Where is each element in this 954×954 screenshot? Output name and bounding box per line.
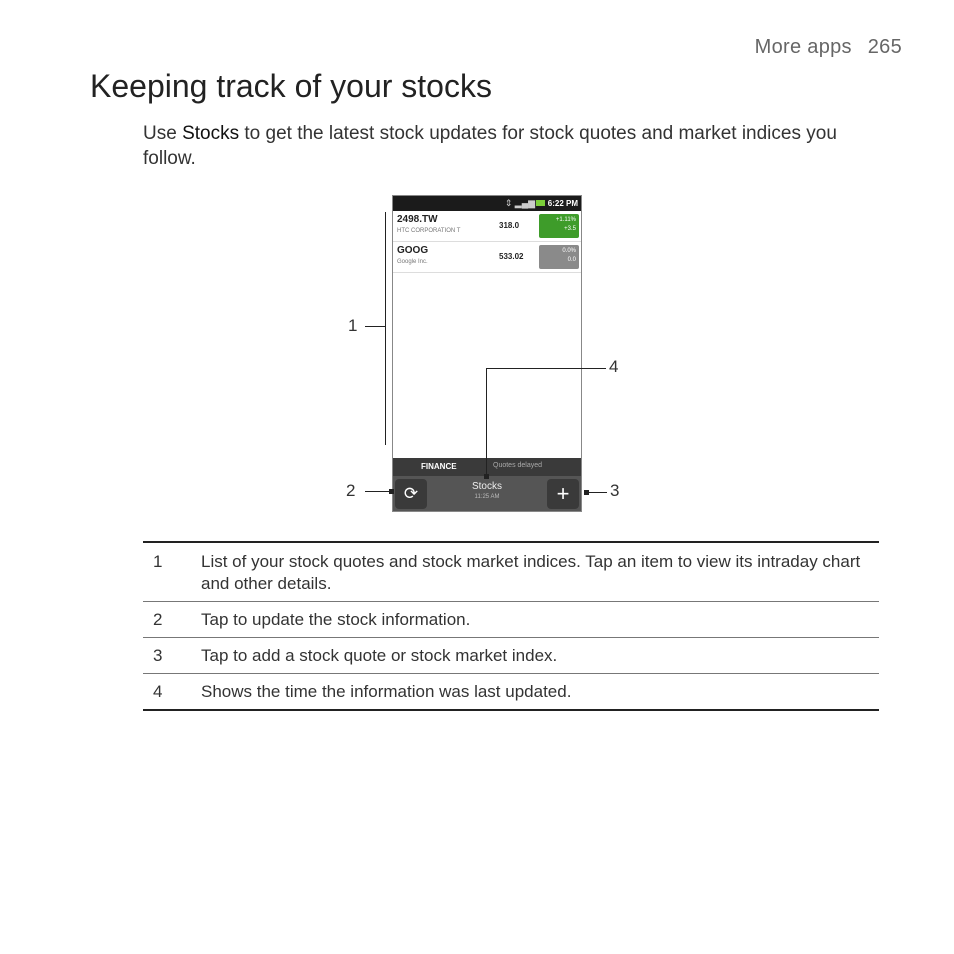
stock-change-badge xyxy=(539,214,579,238)
stock-change-pct: 0.0% xyxy=(562,248,576,254)
legend-text: Shows the time the information was last updated. xyxy=(201,674,879,711)
callout-legend-table xyxy=(143,541,879,711)
stocks-screenshot xyxy=(392,195,582,512)
bottom-bar xyxy=(393,476,581,512)
callout-3-dot xyxy=(584,490,589,495)
stock-change-value: 0.0 xyxy=(567,257,576,263)
stock-price: 318.0 xyxy=(499,221,520,230)
section-name: More apps xyxy=(754,36,852,58)
finance-logo: FINANCE xyxy=(421,462,457,471)
stock-change-value: +3.5 xyxy=(564,226,576,232)
legend-number: 3 xyxy=(143,638,201,674)
refresh-icon: ⟳ xyxy=(403,484,419,503)
stock-symbol: 2498.TW xyxy=(397,214,438,225)
stock-row[interactable] xyxy=(393,211,581,242)
battery-icon xyxy=(536,200,545,206)
stock-change-pct: +1.11% xyxy=(555,217,576,223)
status-bar xyxy=(393,196,581,211)
intro-prefix: Use xyxy=(143,123,183,144)
signal-icon: ⇕ ▂▄▆ xyxy=(504,198,535,208)
stock-name: HTC CORPORATION T xyxy=(397,228,461,234)
callout-1-number: 1 xyxy=(348,316,358,335)
intro-app-name: Stocks xyxy=(182,123,240,144)
callout-4-number: 4 xyxy=(609,357,619,376)
table-row xyxy=(143,542,879,602)
page-header xyxy=(755,36,902,59)
stock-name: Google Inc. xyxy=(397,259,428,265)
callout-3-number: 3 xyxy=(610,481,620,500)
callout-1-bracket xyxy=(385,212,386,445)
stock-price: 533.02 xyxy=(499,252,524,261)
page-title: Keeping track of your stocks xyxy=(90,68,492,104)
stock-symbol: GOOG xyxy=(397,245,429,256)
callout-2-leader xyxy=(365,491,392,492)
callout-4-dot xyxy=(484,474,489,479)
intro-suffix: to get the latest stock updates for stock quotes and market indices you follow. xyxy=(143,123,837,169)
legend-number: 1 xyxy=(143,542,201,602)
intro-paragraph xyxy=(143,121,843,171)
table-row xyxy=(143,638,879,674)
legend-number: 2 xyxy=(143,602,201,638)
callout-4-leader-v xyxy=(486,368,487,476)
legend-number: 4 xyxy=(143,674,201,711)
page-number: 265 xyxy=(867,36,902,58)
callout-2-number: 2 xyxy=(346,481,356,500)
table-row xyxy=(143,602,879,638)
last-updated-time: 11:25 AM xyxy=(474,494,500,500)
add-stock-button[interactable] xyxy=(547,479,579,509)
status-time: 6:22 PM xyxy=(547,199,578,208)
stock-row[interactable] xyxy=(393,242,581,273)
legend-text: List of your stock quotes and stock market indices. Tap an item to view its intraday chart and other details. xyxy=(201,542,879,602)
legend-text: Tap to add a stock quote or stock market index. xyxy=(201,638,879,674)
plus-icon: + xyxy=(556,481,570,506)
callout-4-leader-h xyxy=(486,368,606,369)
callout-2-dot xyxy=(389,489,394,494)
bar-title: Stocks xyxy=(471,481,502,492)
stock-change-badge xyxy=(539,245,579,269)
quotes-delayed-note: Quotes delayed xyxy=(493,462,543,469)
callout-1-leader xyxy=(365,326,386,327)
table-row xyxy=(143,674,879,711)
legend-text: Tap to update the stock information. xyxy=(201,602,879,638)
